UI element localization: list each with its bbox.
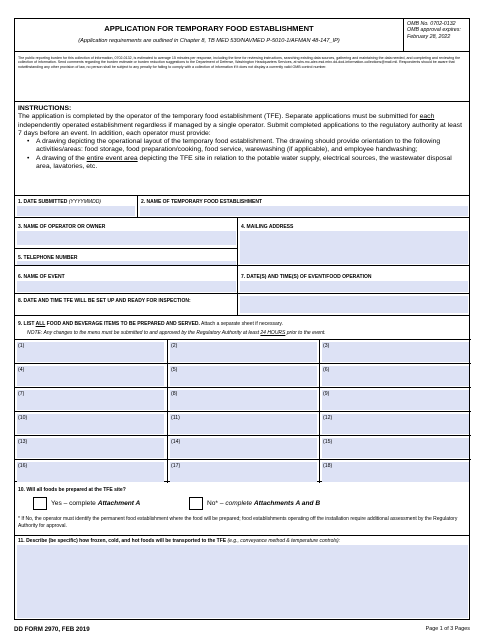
establishment-name-label: 2. NAME OF TEMPORARY FOOD ESTABLISHMENT	[141, 199, 263, 205]
preparation-section	[14, 482, 470, 536]
transport-section	[14, 536, 470, 620]
menu-item-field[interactable]	[170, 414, 317, 434]
menu-item-number: (7)	[18, 391, 25, 397]
menu-item-cell	[319, 387, 471, 411]
instructions-list	[18, 138, 466, 171]
divider	[14, 248, 238, 249]
menu-item-field[interactable]	[170, 390, 317, 410]
omb-number: OMB No. 0702-0132	[407, 21, 456, 27]
operator-cell	[14, 218, 238, 266]
menu-item-cell	[319, 459, 471, 483]
menu-item-field[interactable]	[17, 342, 164, 362]
operator-field[interactable]	[17, 231, 236, 245]
menu-item-field[interactable]	[322, 390, 469, 410]
menu-item-cell	[319, 363, 471, 387]
menu-item-number: (6)	[323, 367, 330, 373]
menu-item-cell	[167, 459, 319, 483]
mailing-address-cell	[237, 218, 470, 266]
form-page	[14, 18, 470, 633]
instructions-heading: INSTRUCTIONS:	[18, 105, 72, 112]
mailing-address-field[interactable]	[240, 231, 468, 264]
menu-item-cell	[167, 363, 319, 387]
menu-items-note: NOTE: Any changes to the menu must be submitted to and approved by the Regulatory Authority at least 24 HOURS prior to the event.	[27, 330, 326, 336]
operator-label: 3. NAME OF OPERATOR OR OWNER	[18, 224, 106, 230]
menu-item-cell	[319, 411, 471, 435]
instructions-box	[14, 102, 470, 196]
transport-field[interactable]	[17, 545, 468, 618]
menu-item-number: (11)	[171, 415, 180, 421]
yes-checkbox[interactable]	[33, 497, 47, 510]
menu-item-cell	[319, 435, 471, 459]
no-option-label: No* – complete Attachments A and B	[207, 500, 321, 507]
menu-item-cell	[15, 363, 167, 387]
instructions-bullet-1: • A drawing depicting the operational layout of the temporary food establishment. The drawing should provide orientation to the following activities/areas: food storage, food preparation/cooking, food service, warewashing (if applicable), and employee handwashing;	[18, 138, 466, 155]
menu-item-cell	[15, 411, 167, 435]
menu-item-number: (8)	[171, 391, 178, 397]
omb-box	[403, 19, 471, 51]
date-submitted-label: 1. DATE SUBMITTED (YYYYMMDD)	[18, 199, 101, 205]
menu-item-number: (12)	[323, 415, 333, 421]
menu-item-number: (17)	[171, 463, 181, 469]
setup-label: 8. DATE AND TIME TFE WILL BE SET UP AND READY FOR INSPECTION:	[18, 298, 191, 304]
menu-item-number: (9)	[323, 391, 330, 397]
setup-value-cell	[237, 294, 470, 316]
event-name-label: 6. NAME OF EVENT	[18, 274, 65, 280]
instructions-paragraph: The application is completed by the operator of the temporary food establishment (TFE). Separate applications must be submitted for each independently operated establishment regardless if managed by a single operator. Submit completed applications to the regulatory authority at least 7 days before an event. In addition, each operator must provide:	[18, 113, 462, 137]
establishment-name-field[interactable]	[140, 206, 468, 216]
instructions-bullet-2: • A drawing of the entire event area depicting the TFE site in relation to the potable water supply, electrical sources, the wastewater disposal area, lavatories, etc.	[18, 155, 466, 172]
event-dates-field[interactable]	[240, 281, 468, 292]
menu-item-number: (10)	[18, 415, 28, 421]
mailing-address-label: 4. MAILING ADDRESS	[241, 224, 294, 230]
yes-option-label: Yes – complete Attachment A	[51, 500, 141, 507]
menu-item-number: (15)	[323, 439, 333, 445]
menu-item-field[interactable]	[17, 414, 164, 434]
menu-item-number: (3)	[323, 343, 330, 349]
preparation-question: 10. Will all foods be prepared at the TFE site?	[18, 487, 126, 493]
omb-expires-label: OMB approval expires:	[407, 27, 461, 34]
menu-item-number: (13)	[18, 439, 28, 445]
menu-item-cell	[167, 387, 319, 411]
menu-item-field[interactable]	[322, 438, 469, 458]
form-header	[14, 18, 470, 52]
setup-field[interactable]	[240, 296, 468, 313]
menu-item-number: (18)	[323, 463, 333, 469]
telephone-field[interactable]	[17, 261, 236, 265]
menu-item-cell	[15, 459, 167, 483]
event-dates-label: 7. DATE(S) AND TIME(S) OF EVENT/FOOD OPERATION	[241, 274, 372, 280]
menu-item-field[interactable]	[170, 462, 317, 482]
setup-cell	[14, 294, 238, 316]
date-submitted-cell	[14, 196, 138, 218]
menu-item-field[interactable]	[170, 366, 317, 386]
transport-label: 11. Describe (be specific) how frozen, cold, and hot foods will be transported to the TFE (e.g., conveyance method & temperature controls):	[18, 538, 341, 544]
menu-item-cell	[167, 435, 319, 459]
menu-items-section	[14, 316, 470, 482]
menu-item-number: (5)	[171, 367, 178, 373]
menu-item-cell	[15, 435, 167, 459]
menu-item-field[interactable]	[17, 438, 164, 458]
menu-items-heading: 9. LIST ALL FOOD AND BEVERAGE ITEMS TO BE PREPARED AND SERVED. Attach a separate sheet if necessary.	[18, 321, 283, 327]
menu-item-cell	[167, 339, 319, 363]
page-number: Page 1 of 3 Pages	[425, 626, 470, 632]
menu-item-number: (4)	[18, 367, 25, 373]
menu-item-cell	[15, 339, 167, 363]
menu-item-field[interactable]	[322, 366, 469, 386]
no-checkbox[interactable]	[189, 497, 203, 510]
event-name-field[interactable]	[17, 281, 236, 292]
burden-statement: The public reporting burden for this collection of information, 0702-0132, is estimated to average 15 minutes per response, including the time for reviewing instructions, searching existing data sources, gathering and maintaining the data needed, and completing and reviewing the collection of information. Send comments regarding the burden estimate or burden reduction suggestions to the Department of Defense, Washington Headquarters Services, at whs.mc-alex.esd.mbx.dd-dod-information-collections@mail.mil. Respondents should be aware that notwithstanding any other provision of law, no person shall be subject to any penalty for failing to comply with a collection of information if it does not display a currently valid OMB control number.	[14, 52, 470, 102]
menu-item-cell	[15, 387, 167, 411]
menu-item-field[interactable]	[170, 438, 317, 458]
form-number: DD FORM 2970, FEB 2019	[14, 626, 90, 633]
menu-item-field[interactable]	[17, 366, 164, 386]
menu-item-field[interactable]	[17, 390, 164, 410]
menu-item-cell	[319, 339, 471, 363]
menu-item-field[interactable]	[322, 414, 469, 434]
establishment-name-cell	[137, 196, 470, 218]
menu-item-cell	[167, 411, 319, 435]
date-submitted-field[interactable]	[17, 206, 135, 216]
menu-item-number: (2)	[171, 343, 178, 349]
event-name-cell	[14, 266, 238, 294]
telephone-label: 5. TELEPHONE NUMBER	[18, 255, 78, 261]
menu-item-number: (16)	[18, 463, 28, 469]
form-subtitle: (Application requirements are outlined in Chapter 8, TB MED 530/NAVMED P-5010-1/AFMAN 48-147_IP)	[78, 38, 340, 44]
menu-item-field[interactable]	[170, 342, 317, 362]
preparation-note: * If No, the operator must identify the permanent food establishment where the food will be prepared; food establishments operating off the installation require additional assessment by the Regulatory Authority for approval.	[18, 516, 458, 529]
omb-expires-date: February 28, 2022	[407, 33, 451, 40]
form-title: APPLICATION FOR TEMPORARY FOOD ESTABLISHMENT	[104, 24, 314, 33]
menu-item-number: (1)	[18, 343, 25, 349]
menu-item-number: (14)	[171, 439, 181, 445]
event-dates-cell	[237, 266, 470, 294]
menu-item-field[interactable]	[322, 462, 469, 482]
menu-item-field[interactable]	[17, 462, 164, 482]
menu-item-field[interactable]	[322, 342, 469, 362]
